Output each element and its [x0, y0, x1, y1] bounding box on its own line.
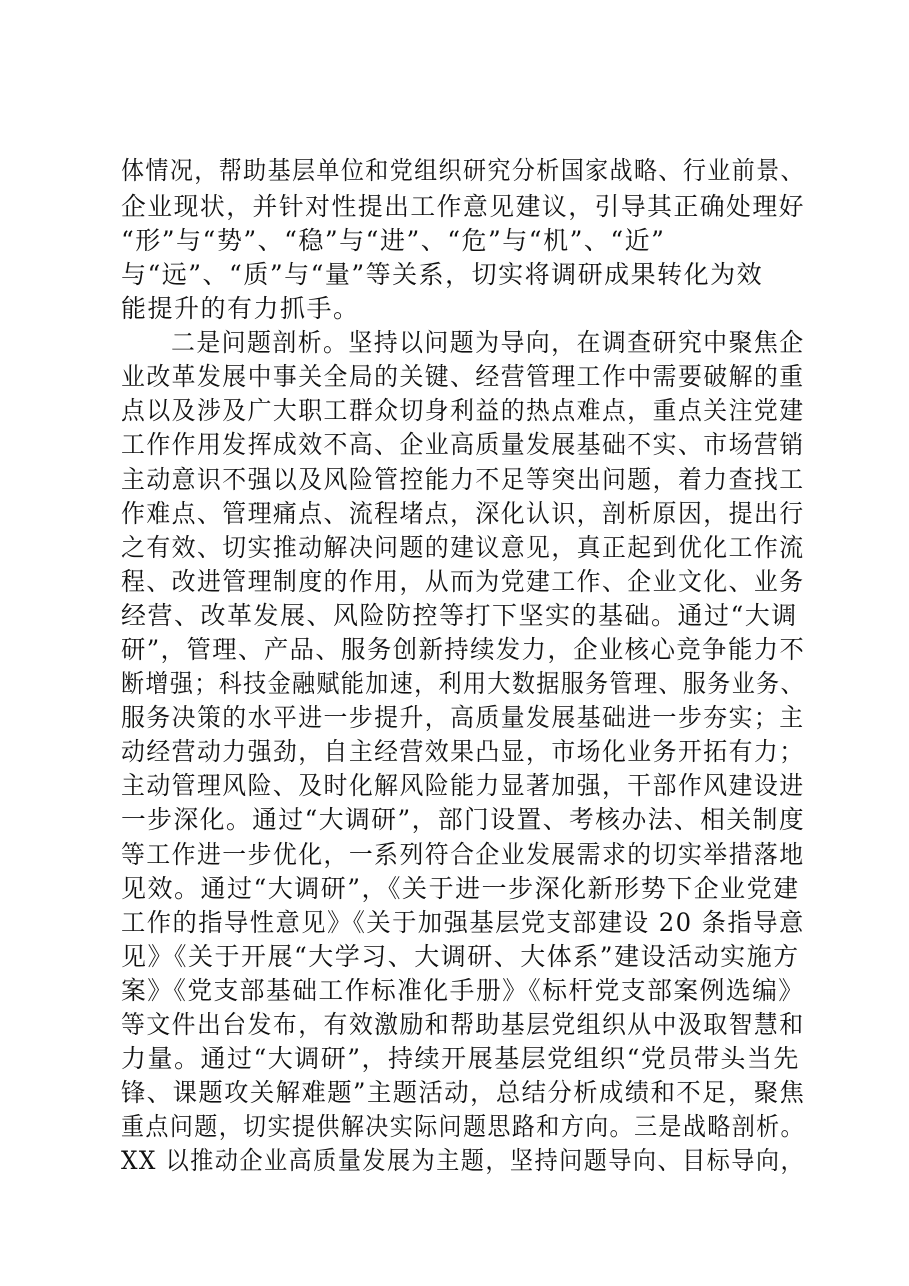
text-line: 力量。通过“大调研”，持续开展基层党组织“党员带头当先 [121, 1044, 800, 1073]
paragraph-start-line: 二是问题剖析。坚持以问题为导向，在调查研究中聚焦企 [171, 328, 805, 357]
text-line: 等文件出台发布，有效激励和帮助基层党组织从中汲取智慧和 [121, 1010, 805, 1039]
text-line: 等工作进一步优化，一系列符合企业发展需求的切实举措落地 [121, 840, 805, 869]
text-line: 体情况，帮助基层单位和党组织研究分析国家战略、行业前景、 [121, 156, 805, 185]
text-line: 案》《党支部基础工作标准化手册》《标杆党支部案例选编》 [121, 976, 805, 1005]
text-line: 点以及涉及广大职工群众切身利益的热点难点，重点关注党建 [121, 396, 805, 425]
text-line: 业改革发展中事关全局的关键、经营管理工作中需要破解的重 [121, 362, 805, 391]
text-line: 企业现状，并针对性提出工作意见建议，引导其正确处理好 [121, 192, 805, 221]
text-line: 见》《关于开展“大学习、大调研、大体系”建设活动实施方 [121, 942, 800, 971]
text-line: 程、改进管理制度的作用，从而为党建工作、企业文化、业务 [121, 567, 805, 596]
text-line: 重点问题，切实提供解决实际问题思路和方向。三是战略剖析。 [121, 1112, 805, 1141]
text-line: 断增强；科技金融赋能加速，利用大数据服务管理、服务业务、 [121, 669, 805, 698]
text-line: 研”，管理、产品、服务创新持续发力，企业核心竞争能力不 [121, 635, 806, 664]
text-line: “形”与“势”、“稳”与“进”、“危”与“机”、“近” [121, 226, 666, 255]
text-line: 工作的指导性意见》《关于加强基层党支部建设 20 条指导意 [121, 908, 805, 937]
text-line: 能提升的有力抓手。 [121, 294, 360, 323]
text-line: 锋、课题攻关解难题”主题活动，总结分析成绩和不足，聚焦 [121, 1078, 806, 1107]
text-line: 动经营动力强劲，自主经营效果凸显，市场化业务开拓有力； [121, 737, 805, 766]
text-line: 经营、改革发展、风险防控等打下坚实的基础。通过“大调 [121, 601, 798, 630]
text-line: 主动意识不强以及风险管控能力不足等突出问题，着力查找工 [121, 465, 805, 494]
text-line: 服务决策的水平进一步提升，高质量发展基础进一步夯实；主 [121, 703, 805, 732]
text-line: 主动管理风险、及时化解风险能力显著加强，干部作风建设进 [121, 771, 805, 800]
text-line: 见效。通过“大调研”，《关于进一步深化新形势下企业党建 [121, 874, 800, 903]
text-line: 一步深化。通过“大调研”，部门设置、考核办法、相关制度 [121, 805, 806, 834]
text-line: 与“远”、“质”与“量”等关系，切实将调研成果转化为效 [121, 260, 764, 289]
text-line: XX 以推动企业高质量发展为主题，坚持问题导向、目标导向， [121, 1146, 806, 1175]
text-line: 作难点、管理痛点、流程堵点，深化认识，剖析原因，提出行 [121, 499, 805, 528]
text-line: 工作作用发挥成效不高、企业高质量发展基础不实、市场营销 [121, 430, 805, 459]
text-line: 之有效、切实推动解决问题的建议意见，真正起到优化工作流 [121, 533, 805, 562]
